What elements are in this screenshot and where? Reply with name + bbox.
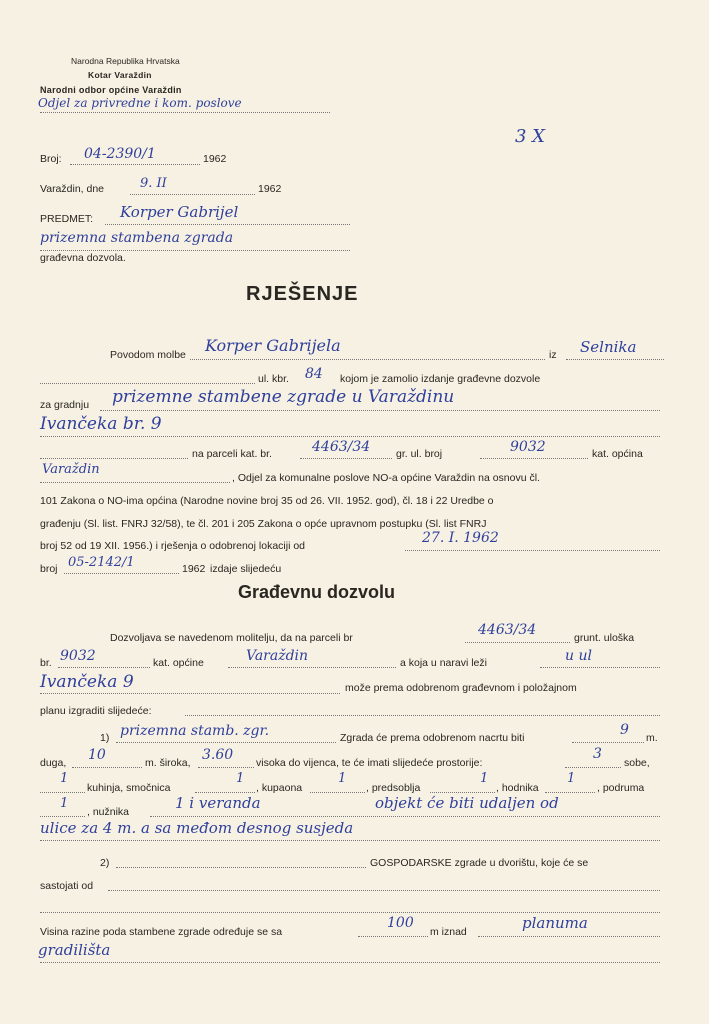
permit-street-handwritten: Ivančeka 9 (40, 672, 134, 692)
parcel-label: na parceli kat. br. (192, 448, 272, 460)
dotted-line (40, 693, 340, 694)
nuznika-label: , nužnika (87, 806, 130, 818)
dotted-line (545, 792, 595, 793)
hodnika-label: , hodnika (496, 782, 539, 794)
corner-mark-handwritten: 3 X (515, 126, 545, 147)
iz-label: iz (549, 349, 557, 361)
dotted-line (40, 436, 660, 437)
subject-line3: građevna dozvola. (40, 252, 126, 264)
subject-label: PREDMET: (40, 213, 94, 225)
year-printed: 1962 (258, 183, 282, 195)
dotted-line (358, 936, 428, 937)
body-paragraph-2: 101 Zakona o NO-ima općina (Narodne novine broj 35 od 26. VII. 1952. god), čl. 18 i 22 Uredbe o (40, 495, 494, 507)
ul-kbr-label: ul. kbr. (258, 373, 289, 385)
year-printed: 1962 (203, 153, 227, 165)
duga-label: duga, (40, 757, 67, 769)
dotted-line (40, 383, 255, 384)
dotted-line (40, 250, 350, 251)
kbr-handwritten: 84 (305, 366, 323, 382)
body-paragraph-4: broj 52 od 19 XII. 1956.) i rješenja o odobrenoj lokaciji od (40, 540, 306, 552)
kuhinja-label: kuhinja, smočnica (87, 782, 171, 794)
height-value-handwritten: 100 (387, 915, 414, 931)
predsoblja-label: , predsoblja (366, 782, 421, 794)
dotted-line (566, 359, 664, 360)
year-printed: 1962 (182, 563, 206, 575)
rooms-handwritten: 3 (593, 746, 602, 762)
izdaje-text: izdaje slijedeću (210, 563, 282, 575)
length-handwritten: 9 (620, 722, 629, 738)
location-date-handwritten: 27. I. 1962 (422, 530, 499, 546)
place-handwritten: Selnika (580, 338, 637, 356)
dotted-line (430, 792, 495, 793)
item-1-number: 1) (100, 732, 110, 744)
body-paragraph-1-tail: , Odjel za komunalne poslove NO-a općine Varaždin na osnovu čl. (232, 472, 540, 484)
broj2-handwritten: 05-2142/1 (68, 555, 135, 570)
dotted-line (40, 816, 85, 817)
dotted-line (228, 667, 396, 668)
dotted-line (565, 767, 621, 768)
date-handwritten: 9. II (140, 176, 167, 191)
broj-handwritten: 04-2390/1 (84, 146, 156, 162)
za-gradnju-label: za gradnju (40, 399, 90, 411)
kupaona-label: , kupaona (256, 782, 303, 794)
dotted-line (40, 962, 660, 963)
dotted-line (150, 816, 660, 817)
dotted-line (480, 458, 588, 459)
povodom-label: Povodom molbe (110, 349, 186, 361)
dotted-line (40, 482, 230, 483)
iznad-label: m iznad (430, 926, 467, 938)
header-line-district: Kotar Varaždin (88, 70, 152, 80)
dotted-line (40, 792, 85, 793)
parcel-handwritten: 4463/34 (312, 439, 371, 455)
header-line-republic: Narodna Republika Hrvatska (71, 56, 180, 66)
siroka-label: m. široka, (145, 757, 191, 769)
kojom-text: kojom je zamolio izdanje građevne dozvole (340, 373, 541, 385)
dotted-line (465, 642, 570, 643)
gr-ul-label: gr. ul. broj (396, 448, 443, 460)
dotted-line (572, 742, 644, 743)
permit-kat-label: kat. općine (153, 657, 204, 669)
bleed-through-texture (380, 60, 700, 960)
permit-line-1: Dozvoljava se navedenom molitelju, da na parceli br (110, 632, 353, 644)
m-unit: m. (646, 732, 658, 744)
item-1-handwritten: prizemna stamb. zgr. (120, 723, 270, 739)
permit-gu-handwritten: 9032 (60, 648, 96, 664)
distance-note-2-handwritten: ulice za 4 m. a sa međom desnog susjeda (40, 819, 354, 837)
podruma-label: , podruma (597, 782, 645, 794)
permit-br-label: br. (40, 657, 52, 669)
dotted-line (185, 715, 660, 716)
dotted-line (40, 458, 188, 459)
dotted-line (40, 112, 330, 113)
bath-count-handwritten: 1 (338, 771, 347, 786)
sobe-label: sobe, (624, 757, 650, 769)
dotted-line (190, 359, 545, 360)
width-handwritten: 10 (88, 747, 106, 763)
permit-planu-text: planu izgraditi slijedeće: (40, 705, 152, 717)
permit-grunt-label: grunt. uloška (574, 632, 635, 644)
hall-count-handwritten: 1 (480, 771, 489, 786)
dotted-line (478, 936, 660, 937)
permit-ul-handwritten: u ul (565, 648, 592, 664)
permit-title: Građevnu dozvolu (238, 582, 396, 602)
permit-parcel-handwritten: 4463/34 (478, 622, 537, 638)
dotted-line (116, 867, 366, 868)
subject-name-handwritten: Korper Gabrijel (120, 203, 239, 221)
applicant-handwritten: Korper Gabrijela (205, 336, 341, 355)
dotted-line (58, 667, 150, 668)
visina-text: Visina razine poda stambene zgrade određuje se sa (40, 926, 283, 938)
sastojati-label: sastojati od (40, 880, 94, 892)
dotted-line (64, 573, 179, 574)
dotted-line (100, 410, 660, 411)
kitchen-count-handwritten: 1 (60, 771, 69, 786)
permit-opcina-handwritten: Varaždin (246, 648, 309, 664)
dotted-line (195, 792, 255, 793)
dotted-line (40, 912, 660, 913)
body-paragraph-3: građenju (Sl. list. FNRJ 32/58), te čl. 201 i 205 Zakona o opće upravnom postupku (Sl. list FNRJ (40, 518, 487, 530)
header-department-handwritten: Odjel za privredne i kom. poslove (38, 96, 242, 110)
corridor-count-handwritten: 1 (567, 771, 576, 786)
dotted-line (310, 792, 365, 793)
dotted-line (116, 742, 336, 743)
dotted-line (40, 840, 660, 841)
permit-moze-text: može prema odobrenom građevnom i položajnom (345, 682, 577, 694)
building-desc-handwritten: prizemne stambene zgrade u Varaždinu (112, 387, 455, 407)
place-date-label: Varaždin, dne (40, 183, 105, 195)
height-handwritten: 3.60 (202, 747, 234, 763)
dotted-line (105, 224, 350, 225)
dotted-line (540, 667, 660, 668)
planuma-handwritten: planuma (522, 914, 588, 932)
kat-opcina-handwritten: Varaždin (42, 462, 100, 477)
dotted-line (72, 767, 142, 768)
item-2-text: GOSPODARSKE zgrade u dvorištu, koje će se (370, 857, 589, 869)
grul-handwritten: 9032 (510, 439, 546, 455)
dotted-line (198, 767, 254, 768)
building-address-handwritten: Ivančeka br. 9 (40, 414, 162, 434)
permit-naravi-label: a koja u naravi leži (400, 657, 487, 669)
subject-line2-handwritten: prizemna stambena zgrada (40, 230, 234, 246)
pantry-count-handwritten: 1 (236, 771, 245, 786)
dotted-line (70, 164, 200, 165)
dotted-line (300, 458, 392, 459)
dotted-line (130, 194, 255, 195)
item-2-number: 2) (100, 857, 110, 869)
toilet-veranda-handwritten: 1 i veranda (175, 794, 261, 812)
header-line-committee: Narodni odbor općine Varaždin (40, 85, 182, 95)
distance-note-handwritten: objekt će biti udaljen od (375, 794, 559, 812)
dotted-line (108, 890, 660, 891)
dotted-line (405, 550, 660, 551)
visoka-text: visoka do vijenca, te će imati slijedeće prostorije: (256, 757, 483, 769)
broj-label: Broj: (40, 153, 62, 165)
broj2-label: broj (40, 563, 58, 575)
document-title: RJEŠENJE (246, 283, 359, 305)
cellar-count-handwritten: 1 (60, 796, 69, 811)
kat-opcina-label: kat. općina (592, 448, 643, 460)
item-1-text: Zgrada će prema odobrenom nacrtu biti (340, 732, 525, 744)
final-handwritten: gradilišta (38, 941, 111, 959)
